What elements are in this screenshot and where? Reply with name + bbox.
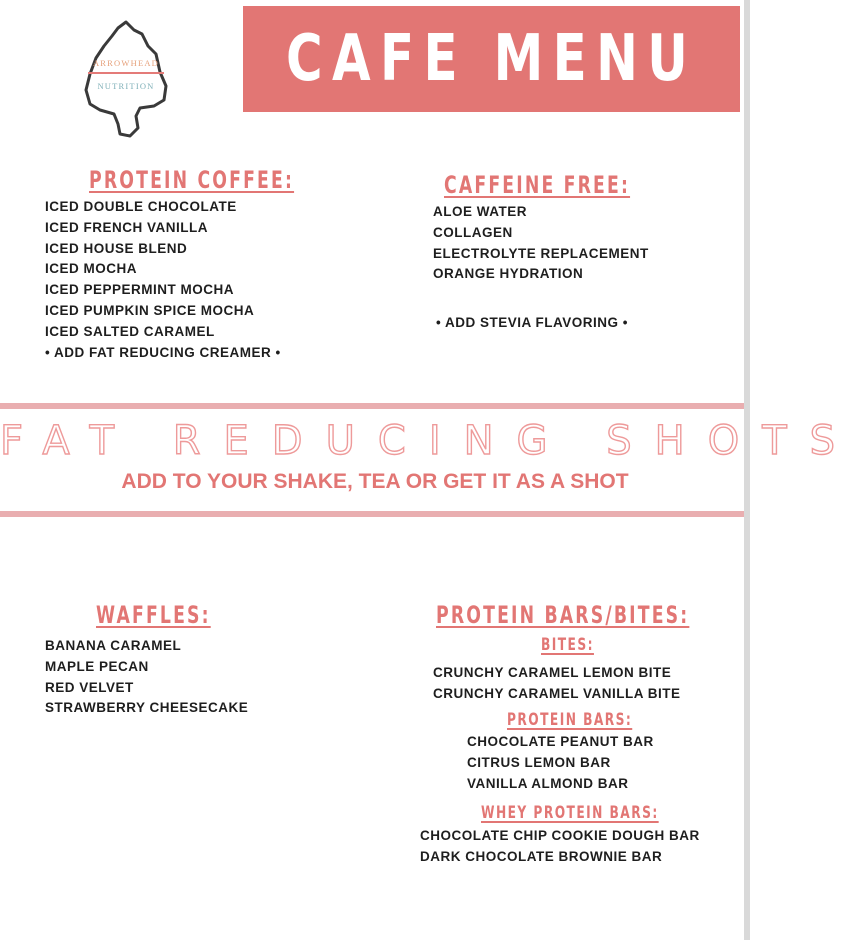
list-item: ICED PEPPERMINT MOCHA bbox=[45, 282, 235, 298]
waffles-heading: WAFFLES: bbox=[96, 601, 211, 629]
arrowhead-logo-icon bbox=[78, 20, 174, 140]
list-item: ICED DOUBLE CHOCOLATE bbox=[45, 199, 237, 214]
protein-coffee-heading: PROTEIN COFFEE: bbox=[89, 166, 295, 194]
list-item: BANANA CARAMEL bbox=[45, 638, 182, 653]
list-item: ICED FRENCH VANILLA bbox=[45, 219, 208, 235]
protein-bars-heading: PROTEIN BARS/BITES: bbox=[436, 601, 690, 629]
list-item: ICED PUMPKIN SPICE MOCHA bbox=[45, 302, 255, 318]
caffeine-free-note bbox=[436, 313, 628, 334]
protein-coffee-list bbox=[45, 197, 281, 363]
list-item: DARK CHOCOLATE BROWNIE BAR bbox=[420, 848, 663, 864]
list-item: CITRUS LEMON BAR bbox=[467, 754, 611, 770]
bites-heading: BITES: bbox=[541, 635, 594, 655]
arrowhead-logo bbox=[78, 20, 174, 140]
list-item: CHOCOLATE CHIP COOKIE DOUGH BAR bbox=[420, 828, 700, 843]
list-item: ICED MOCHA bbox=[45, 261, 137, 277]
title-banner bbox=[243, 6, 740, 112]
list-item: COLLAGEN bbox=[433, 224, 513, 240]
band-bottom-rule bbox=[0, 511, 744, 517]
list-item: MAPLE PECAN bbox=[45, 658, 149, 674]
list-item: VANILLA ALMOND BAR bbox=[467, 775, 629, 791]
list-item: • ADD FAT REDUCING CREAMER • bbox=[45, 344, 281, 360]
logo-divider bbox=[88, 72, 164, 74]
list-item: CRUNCHY CARAMEL VANILLA BITE bbox=[433, 685, 681, 701]
list-item: ORANGE HYDRATION bbox=[433, 266, 584, 282]
protein-bars-subheading: PROTEIN BARS: bbox=[507, 710, 633, 730]
caffeine-free-heading: CAFFEINE FREE: bbox=[444, 171, 631, 199]
page-title: CAFE MENU bbox=[285, 22, 698, 96]
caffeine-free-list bbox=[433, 202, 649, 285]
waffles-list bbox=[45, 636, 248, 719]
list-item: • ADD STEVIA FLAVORING • bbox=[436, 315, 628, 330]
whey-protein-bars-list bbox=[420, 826, 700, 868]
list-item: RED VELVET bbox=[45, 679, 134, 695]
list-item: ELECTROLYTE REPLACEMENT bbox=[433, 245, 649, 261]
band-top-rule bbox=[0, 403, 744, 409]
logo-text-top: ARROWHEAD bbox=[92, 58, 160, 68]
shots-subtitle: ADD TO YOUR SHAKE, TEA OR GET IT AS A SHOT bbox=[121, 470, 629, 493]
protein-bars-list bbox=[467, 732, 654, 794]
shots-title: FAT REDUCING SHOTS bbox=[0, 418, 858, 464]
logo-text-bottom: NUTRITION bbox=[97, 81, 155, 91]
list-item: CRUNCHY CARAMEL LEMON BITE bbox=[433, 665, 672, 680]
list-item: ICED SALTED CARAMEL bbox=[45, 323, 215, 339]
list-item: ICED HOUSE BLEND bbox=[45, 240, 188, 256]
list-item: STRAWBERRY CHEESECAKE bbox=[45, 700, 249, 716]
whey-protein-bars-heading: WHEY PROTEIN BARS: bbox=[481, 803, 659, 823]
list-item: CHOCOLATE PEANUT BAR bbox=[467, 734, 654, 749]
list-item: ALOE WATER bbox=[433, 204, 527, 219]
bites-list bbox=[433, 663, 681, 705]
